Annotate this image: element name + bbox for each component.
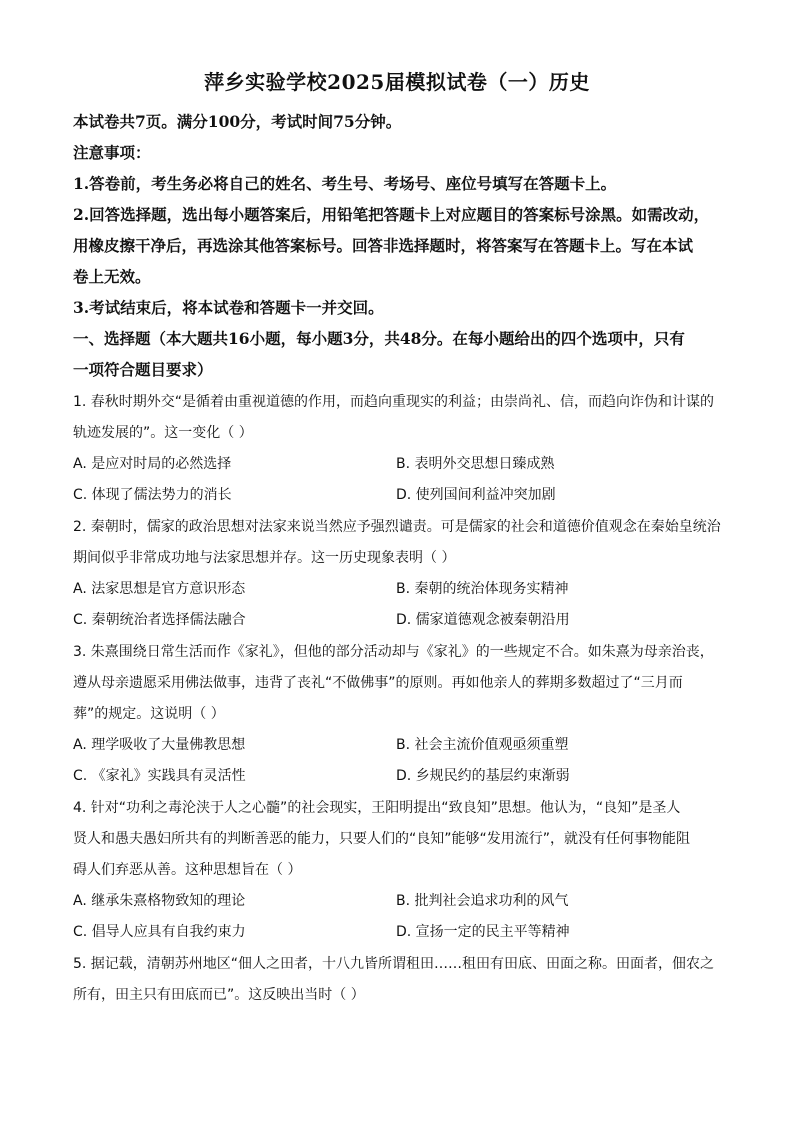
section-heading: 一、选择题（本大题共16小题，每小题3分，共48分。在每小题给出的四个选项中，只有 [73, 329, 685, 348]
question-3-text: 遵从母亲遗愿采用佛法做事，违背了丧礼“不做佛事”的原则。再如他亲人的葬期多数超过了“三月而 [73, 675, 683, 691]
question-3-text: 3. 朱熹围绕日常生活而作《家礼》，但他的部分活动却与《家礼》的一些规定不合。如朱熹为母亲治丧， [73, 644, 714, 660]
question-1-option-c: C. 体现了儒法势力的消长 [73, 487, 232, 503]
question-2-option-a: A. 法家思想是官方意识形态 [73, 581, 246, 597]
question-2-text: 期间似乎非常成功地与法家思想并存。这一历史现象表明（ ） [73, 550, 456, 566]
question-4-option-d: D. 宣扬一定的民主平等精神 [396, 924, 570, 940]
exam-info: 本试卷共7页。满分100分，考试时间75分钟。 [73, 112, 402, 131]
question-1-text: 轨迹发展的”。这一变化（ ） [73, 425, 253, 441]
question-5-text: 5. 据记载，清朝苏州地区“佃人之田者，十八九皆所谓租田……租田有田底、田面之称。田面者，佃农之 [73, 956, 715, 972]
question-3-option-a: A. 理学吸收了大量佛教思想 [73, 737, 246, 753]
question-3-text: 葬”的规定。这说明（ ） [73, 706, 225, 722]
page-title: 萍乡实验学校2025届模拟试卷（一）历史 [204, 70, 590, 94]
notice-heading: 注意事项： [73, 143, 151, 162]
section-heading: 一项符合题目要求） [73, 360, 213, 379]
notice-line: 用橡皮擦干净后，再选涂其他答案标号。回答非选择题时，将答案写在答题卡上。写在本试 [73, 236, 694, 255]
question-5-text: 所有，田主只有田底而已”。这反映出当时（ ） [73, 987, 365, 1003]
notice-line: 3.考试结束后，将本试卷和答题卡一并交回。 [73, 298, 384, 317]
question-2-option-d: D. 儒家道德观念被秦朝沿用 [396, 612, 570, 628]
question-3-option-c: C. 《家礼》实践具有灵活性 [73, 768, 246, 784]
question-4-text: 碍人们弃恶从善。这种思想旨在（ ） [73, 862, 302, 878]
question-4-option-a: A. 继承朱熹格物致知的理论 [73, 893, 246, 909]
question-4-text: 贤人和愚夫愚妇所共有的判断善恶的能力，只要人们的“良知”能够“发用流行”，就没有任何事物能阻 [73, 831, 691, 847]
question-4-option-c: C. 倡导人应具有自我约束力 [73, 924, 246, 940]
question-2-option-b: B. 秦朝的统治体现务实精神 [396, 581, 569, 597]
notice-line: 2.回答选择题，选出每小题答案后，用铅笔把答题卡上对应题目的答案标号涂黑。如需改动， [73, 205, 710, 224]
question-3-option-d: D. 乡规民约的基层约束渐弱 [396, 768, 570, 784]
question-1-option-b: B. 表明外交思想日臻成熟 [396, 456, 555, 472]
question-2-option-c: C. 秦朝统治者选择儒法融合 [73, 612, 246, 628]
question-4-option-b: B. 批判社会追求功利的风气 [396, 893, 569, 909]
question-3-option-b: B. 社会主流价值观亟须重塑 [396, 737, 569, 753]
question-1-option-a: A. 是应对时局的必然选择 [73, 456, 232, 472]
notice-line: 卷上无效。 [73, 267, 151, 286]
question-2-text: 2. 秦朝时，儒家的政治思想对法家来说当然应予强烈谴责。可是儒家的社会和道德价值观念在秦始皇统治 [73, 519, 721, 535]
question-1-text: 1. 春秋时期外交“是循着由重视道德的作用，而趋向重现实的利益；由崇尚礼、信，而趋向诈伪和计谋的 [73, 394, 715, 410]
question-4-text: 4. 针对“功利之毒沦浃于人之心髓”的社会现实，王阳明提出“致良知”思想。他认为，“良知”是圣人 [73, 800, 681, 816]
notice-line: 1.答卷前，考生务必将自己的姓名、考生号、考场号、座位号填写在答题卡上。 [73, 174, 617, 193]
question-1-option-d: D. 使列国间利益冲突加剧 [396, 487, 556, 503]
